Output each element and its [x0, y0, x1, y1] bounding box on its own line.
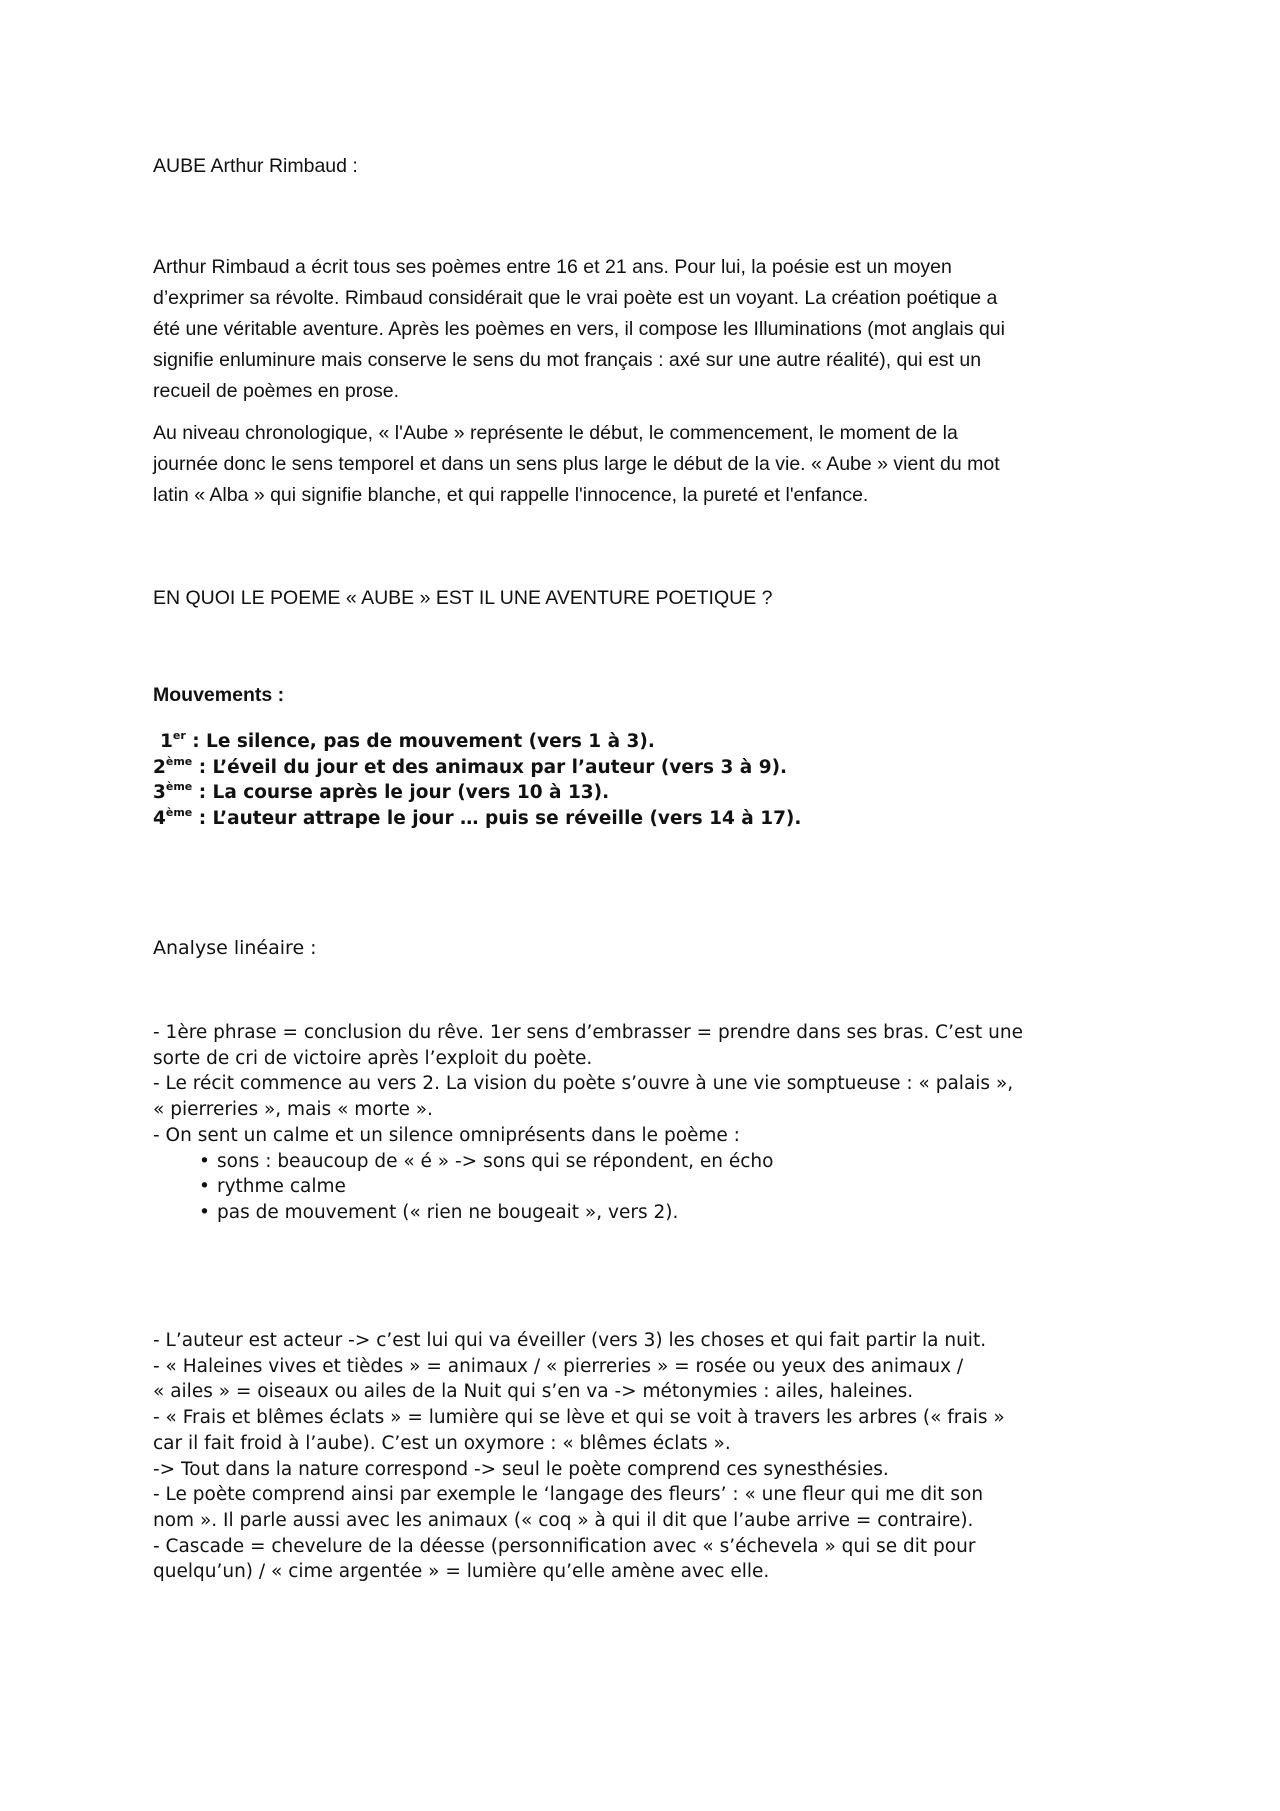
text-line: - Le récit commence au vers 2. La vision du poète s’ouvre à une vie somptueuse : « palais »,: [153, 1073, 1014, 1095]
analyse-heading: Analyse linéaire :: [153, 937, 317, 959]
text-line: - On sent un calme et un silence omniprésents dans le poème :: [153, 1124, 740, 1146]
problematique-question: EN QUOI LE POEME « AUBE » EST IL UNE AVENTURE POETIQUE ?: [153, 587, 773, 609]
mouvement-item: 4ème : L’auteur attrape le jour … puis se réveille (vers 14 à 17).: [153, 805, 802, 829]
bullet-icon: •: [199, 1150, 210, 1172]
text-line: signifie enluminure mais conserve le sens du mot français : axé sur une autre réalité), qui est un: [153, 349, 982, 371]
text-line: - 1ère phrase = conclusion du rêve. 1er sens d’embrasser = prendre dans ses bras. C’est une: [153, 1022, 1023, 1043]
text-line: sorte de cri de victoire après l’exploit du poète.: [153, 1047, 593, 1069]
mouvements-list: [153, 729, 1133, 831]
text-line: « ailes » = oiseaux ou ailes de la Nuit qui s’en va -> métonymies : ailes, haleines.: [153, 1381, 914, 1403]
document-title: AUBE Arthur Rimbaud :: [153, 155, 358, 177]
analyse-block-1: [153, 1020, 1133, 1226]
text-line: nom ». Il parle aussi avec les animaux (« coq » à qui il dit que l’aube arrive = contraire).: [153, 1509, 974, 1531]
analyse-block-2: [153, 1328, 1133, 1585]
bullet-item: • sons : beaucoup de « é » -> sons qui se répondent, en écho: [153, 1149, 1133, 1175]
text-line: Au niveau chronologique, « l'Aube » représente le début, le commencement, le moment de la: [153, 422, 958, 444]
text-line: recueil de poèmes en prose.: [153, 380, 400, 402]
text-line: « pierreries », mais « morte ».: [153, 1099, 433, 1121]
text-line: -> Tout dans la nature correspond -> seul le poète comprend ces synesthésies.: [153, 1458, 889, 1480]
bullet-item: • pas de mouvement (« rien ne bougeait », vers 2).: [153, 1200, 1133, 1226]
text-line: - L’auteur est acteur -> c’est lui qui va éveiller (vers 3) les choses et qui fait partir la nuit.: [153, 1330, 987, 1351]
mouvements-heading: Mouvements :: [153, 684, 285, 706]
mouvement-item: 2ème : L’éveil du jour et des animaux par l’auteur (vers 3 à 9).: [153, 754, 788, 778]
text-line: été une véritable aventure. Après les poèmes en vers, il compose les Illuminations (mot anglais qui: [153, 318, 1005, 340]
bullet-icon: •: [199, 1176, 210, 1198]
text-line: quelqu’un) / « cime argentée » = lumière qu’elle amène avec elle.: [153, 1561, 770, 1583]
text-line: Arthur Rimbaud a écrit tous ses poèmes entre 16 et 21 ans. Pour lui, la poésie est un moyen: [153, 256, 952, 278]
bullet-icon: •: [199, 1201, 210, 1223]
text-line: d’exprimer sa révolte. Rimbaud considérait que le vrai poète est un voyant. La création poétique a: [153, 287, 998, 309]
text-line: - Le poète comprend ainsi par exemple le ‘langage des fleurs’ : « une fleur qui me dit son: [153, 1484, 984, 1506]
text-line: journée donc le sens temporel et dans un sens plus large le début de la vie. « Aube » vient du mot: [153, 453, 1000, 475]
text-line: - « Haleines vives et tièdes » = animaux / « pierreries » = rosée ou yeux des animaux /: [153, 1355, 964, 1377]
mouvement-item: 1er : Le silence, pas de mouvement (vers 1 à 3).: [160, 729, 655, 752]
intro-paragraph-2: [153, 418, 1133, 511]
text-line: latin « Alba » qui signifie blanche, et qui rappelle l'innocence, la pureté et l'enfance.: [153, 484, 869, 506]
mouvement-item: 3ème : La course après le jour (vers 10 à 13).: [153, 780, 610, 803]
intro-paragraph-1: [153, 252, 1133, 407]
introduction: [153, 252, 1133, 522]
text-line: - Cascade = chevelure de la déesse (personnification avec « s’échevela » qui se dit pour: [153, 1535, 976, 1557]
text-line: - « Frais et blêmes éclats » = lumière qui se lève et qui se voit à travers les arbres (« frais »: [153, 1407, 1005, 1429]
text-line: car il fait froid à l’aube). C’est un oxymore : « blêmes éclats ».: [153, 1432, 731, 1454]
bullet-item: • rythme calme: [153, 1174, 1133, 1200]
